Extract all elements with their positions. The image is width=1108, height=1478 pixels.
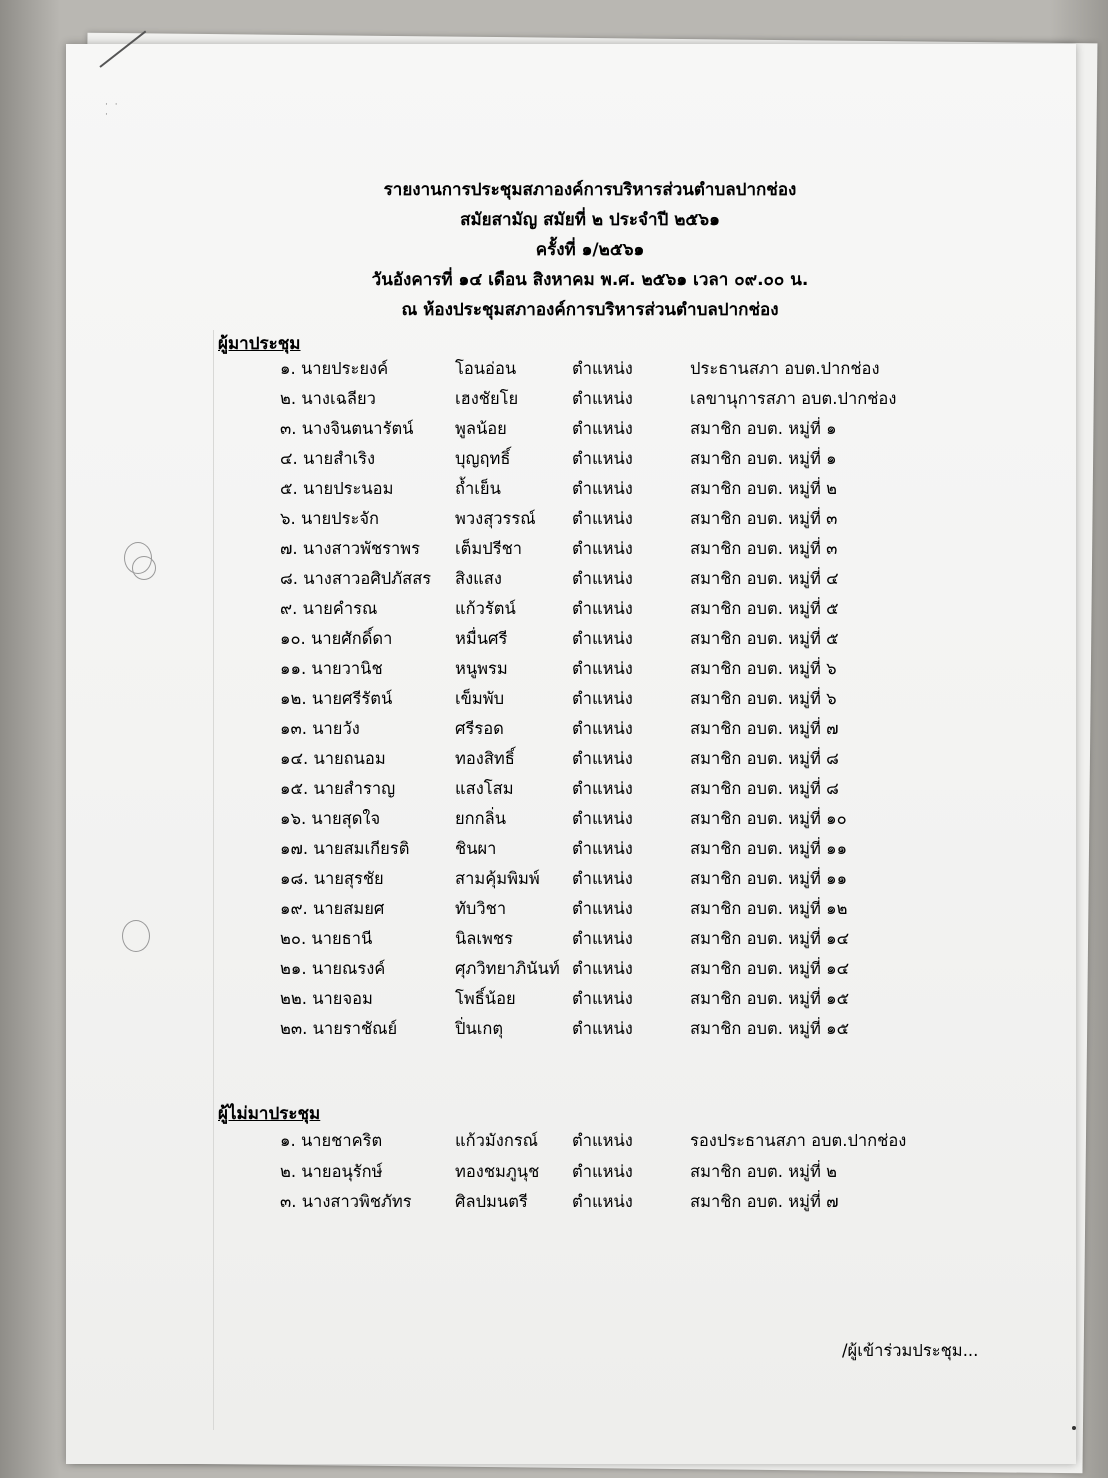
person-name: ๑. นายชาคริต [280, 1131, 383, 1150]
person-role: สมาชิก อบต. หมู่ที่ ๔ [690, 569, 839, 588]
position-label: ตำแหน่ง [572, 479, 633, 498]
person-role: สมาชิก อบต. หมู่ที่ ๘ [690, 779, 839, 798]
person-role: สมาชิก อบต. หมู่ที่ ๒ [690, 479, 837, 498]
person-role: รองประธานสภา อบต.ปากช่อง [690, 1131, 907, 1150]
position-label: ตำแหน่ง [572, 539, 633, 558]
person-surname: สามคุ้มพิมพ์ [455, 869, 540, 888]
person-name: ๑๕. นายสำราญ [280, 779, 396, 798]
position-label: ตำแหน่ง [572, 749, 633, 768]
person-role: สมาชิก อบต. หมู่ที่ ๗ [690, 1192, 839, 1211]
person-surname: แก้วรัตน์ [455, 599, 516, 618]
person-surname: เฮงชัยโย [455, 389, 519, 408]
list-item [280, 476, 920, 500]
person-name: ๘. นางสาวอศิปภัสสร [280, 569, 432, 588]
person-name: ๑๖. นายสุดใจ [280, 809, 381, 828]
list-item [280, 356, 920, 380]
list-item [280, 506, 920, 530]
position-label: ตำแหน่ง [572, 449, 633, 468]
person-role: สมาชิก อบต. หมู่ที่ ๕ [690, 599, 839, 618]
person-name: ๑๓. นายวัง [280, 719, 360, 738]
person-surname: บุญฤทธิ์ [455, 449, 511, 468]
person-role: สมาชิก อบต. หมู่ที่ ๗ [690, 719, 839, 738]
position-label: ตำแหน่ง [572, 599, 633, 618]
person-surname: สิงแสง [455, 569, 502, 588]
list-item [280, 536, 920, 560]
meeting-location: ณ ห้องประชุมสภาองค์การบริหารส่วนตำบลปากช่อง [401, 300, 779, 320]
person-name: ๑๑. นายวานิช [280, 659, 383, 678]
position-label: ตำแหน่ง [572, 659, 633, 678]
position-label: ตำแหน่ง [572, 359, 633, 378]
person-surname: ทับวิชา [455, 899, 507, 918]
list-item [280, 746, 920, 770]
position-label: ตำแหน่ง [572, 779, 633, 798]
list-item [280, 716, 920, 740]
person-surname: พูลน้อย [455, 419, 507, 438]
person-name: ๑๙. นายสมยศ [280, 899, 385, 918]
person-name: ๙. นายคำรณ [280, 599, 378, 618]
person-role: สมาชิก อบต. หมู่ที่ ๑๐ [690, 809, 847, 828]
person-role: สมาชิก อบต. หมู่ที่ ๑๔ [690, 929, 850, 948]
list-item [280, 446, 920, 470]
list-item [280, 866, 920, 890]
position-label: ตำแหน่ง [572, 869, 633, 888]
person-name: ๒๑. นายณรงค์ [280, 959, 386, 978]
person-surname: เต็มปรีชา [455, 539, 523, 558]
person-role: สมาชิก อบต. หมู่ที่ ๑๕ [690, 1019, 850, 1038]
list-item [280, 986, 920, 1010]
person-surname: หมื่นศรี [455, 629, 508, 648]
list-item [280, 416, 920, 440]
list-item [280, 776, 920, 800]
person-role: สมาชิก อบต. หมู่ที่ ๑๒ [690, 899, 848, 918]
person-surname: ศุภวิทยาภินันท์ [455, 959, 560, 978]
person-name: ๒๐. นายธานี [280, 929, 373, 948]
person-role: สมาชิก อบต. หมู่ที่ ๑๔ [690, 959, 850, 978]
margin-line [213, 330, 214, 1430]
person-surname: แก้วมังกรณ์ [455, 1131, 538, 1150]
person-surname: ถ้ำเย็น [455, 479, 501, 498]
list-item [280, 1159, 920, 1183]
person-role: สมาชิก อบต. หมู่ที่ ๑๑ [690, 839, 848, 858]
position-label: ตำแหน่ง [572, 929, 633, 948]
person-name: ๑๔. นายถนอม [280, 749, 386, 768]
person-name: ๒๓. นายราชัณย์ [280, 1019, 398, 1038]
person-role: สมาชิก อบต. หมู่ที่ ๒ [690, 1161, 837, 1181]
person-name: ๑๘. นายสุรชัย [280, 869, 384, 888]
person-name: ๑๗. นายสมเกียรติ [280, 839, 410, 858]
position-label: ตำแหน่ง [572, 689, 633, 708]
position-label: ตำแหน่ง [572, 389, 633, 408]
person-surname: พวงสุวรรณ์ [455, 509, 536, 528]
list-item [280, 386, 920, 410]
meeting-date-time: วันอังคารที่ ๑๔ เดือน สิงหาคม พ.ศ. ๒๕๖๑ เวลา ๐๙.๐๐ น. [371, 270, 809, 290]
person-surname: ทองสิทธิ์ [455, 749, 515, 768]
person-surname: ชินผา [455, 839, 497, 858]
position-label: ตำแหน่ง [572, 629, 633, 648]
session-line: สมัยสามัญ สมัยที่ ๒ ประจำปี ๒๕๖๑ [460, 210, 720, 230]
person-role: สมาชิก อบต. หมู่ที่ ๕ [690, 629, 839, 648]
position-label: ตำแหน่ง [572, 989, 633, 1008]
list-item [280, 626, 920, 650]
person-name: ๔. นายสำเริง [280, 449, 376, 468]
list-item [280, 686, 920, 710]
person-name: ๗. นางสาวพัชราพร [280, 539, 421, 558]
pen-dots: · · · [105, 100, 120, 120]
position-label: ตำแหน่ง [572, 509, 633, 528]
list-item [280, 566, 920, 590]
person-name: ๕. นายประนอม [280, 479, 394, 498]
position-label: ตำแหน่ง [572, 419, 633, 438]
position-label: ตำแหน่ง [572, 809, 633, 828]
list-item [280, 1189, 920, 1213]
person-surname: ทองชมภูนุช [455, 1161, 540, 1181]
person-surname: หนูพรม [455, 659, 508, 678]
punch-hole-mark [122, 920, 150, 952]
list-item [280, 956, 920, 980]
continuation-note: /ผู้เข้าร่วมประชุม... [842, 1341, 979, 1360]
position-label: ตำแหน่ง [572, 719, 633, 738]
person-name: ๒. นางเฉลียว [280, 389, 376, 408]
person-surname: นิลเพชร [455, 929, 513, 948]
absentees-heading: ผู้ไม่มาประชุม [218, 1104, 321, 1124]
person-role: สมาชิก อบต. หมู่ที่ ๖ [690, 689, 837, 708]
person-role: สมาชิก อบต. หมู่ที่ ๑ [690, 419, 837, 438]
list-item [280, 896, 920, 920]
person-name: ๒. นายอนุรักษ์ [280, 1161, 383, 1181]
person-surname: แสงโสม [455, 779, 514, 798]
report-title: รายงานการประชุมสภาองค์การบริหารส่วนตำบลปากช่อง [383, 180, 797, 200]
person-name: ๑. นายประยงค์ [280, 359, 389, 378]
person-name: ๒๒. นายจอม [280, 989, 373, 1008]
person-surname: ศรีรอด [455, 719, 504, 738]
person-surname: ศิลปมนตรี [455, 1192, 528, 1211]
person-role: สมาชิก อบต. หมู่ที่ ๘ [690, 749, 839, 768]
list-item [280, 836, 920, 860]
person-surname: ปิ่นเกตุ [455, 1019, 504, 1038]
person-role: สมาชิก อบต. หมู่ที่ ๓ [690, 539, 838, 558]
person-name: ๖. นายประจัก [280, 509, 380, 528]
person-name: ๑๒. นายศรีรัตน์ [280, 689, 393, 708]
person-surname: เข็มพับ [455, 689, 505, 708]
list-item [280, 656, 920, 680]
list-item [280, 596, 920, 620]
person-role: สมาชิก อบต. หมู่ที่ ๑๑ [690, 869, 848, 888]
list-item [280, 926, 920, 950]
position-label: ตำแหน่ง [572, 1131, 633, 1150]
position-label: ตำแหน่ง [572, 899, 633, 918]
person-name: ๓. นางจินตนารัตน์ [280, 419, 414, 438]
list-item [280, 1016, 920, 1040]
punch-hole-mark [132, 556, 156, 580]
position-label: ตำแหน่ง [572, 959, 633, 978]
position-label: ตำแหน่ง [572, 839, 633, 858]
person-role: สมาชิก อบต. หมู่ที่ ๑ [690, 449, 837, 468]
person-role: ประธานสภา อบต.ปากช่อง [690, 359, 880, 378]
list-item [280, 806, 920, 830]
person-role: สมาชิก อบต. หมู่ที่ ๑๕ [690, 989, 850, 1008]
person-surname: โอนอ่อน [455, 359, 517, 378]
person-role: เลขานุการสภา อบต.ปากช่อง [690, 389, 897, 408]
meeting-number: ครั้งที่ ๑/๒๕๖๑ [535, 240, 645, 260]
attendees-heading: ผู้มาประชุม [218, 334, 301, 354]
person-name: ๑๐. นายศักดิ์ดา [280, 629, 393, 648]
position-label: ตำแหน่ง [572, 1192, 633, 1211]
person-surname: ยกกลิ่น [455, 809, 507, 828]
position-label: ตำแหน่ง [572, 569, 633, 588]
position-label: ตำแหน่ง [572, 1161, 633, 1181]
list-item [280, 1128, 920, 1152]
person-role: สมาชิก อบต. หมู่ที่ ๖ [690, 659, 837, 678]
position-label: ตำแหน่ง [572, 1019, 633, 1038]
person-surname: โพธิ์น้อย [455, 989, 516, 1008]
page-dot [1072, 1426, 1076, 1430]
person-role: สมาชิก อบต. หมู่ที่ ๓ [690, 509, 838, 528]
person-name: ๓. นางสาวพิชภัทร [280, 1192, 412, 1211]
